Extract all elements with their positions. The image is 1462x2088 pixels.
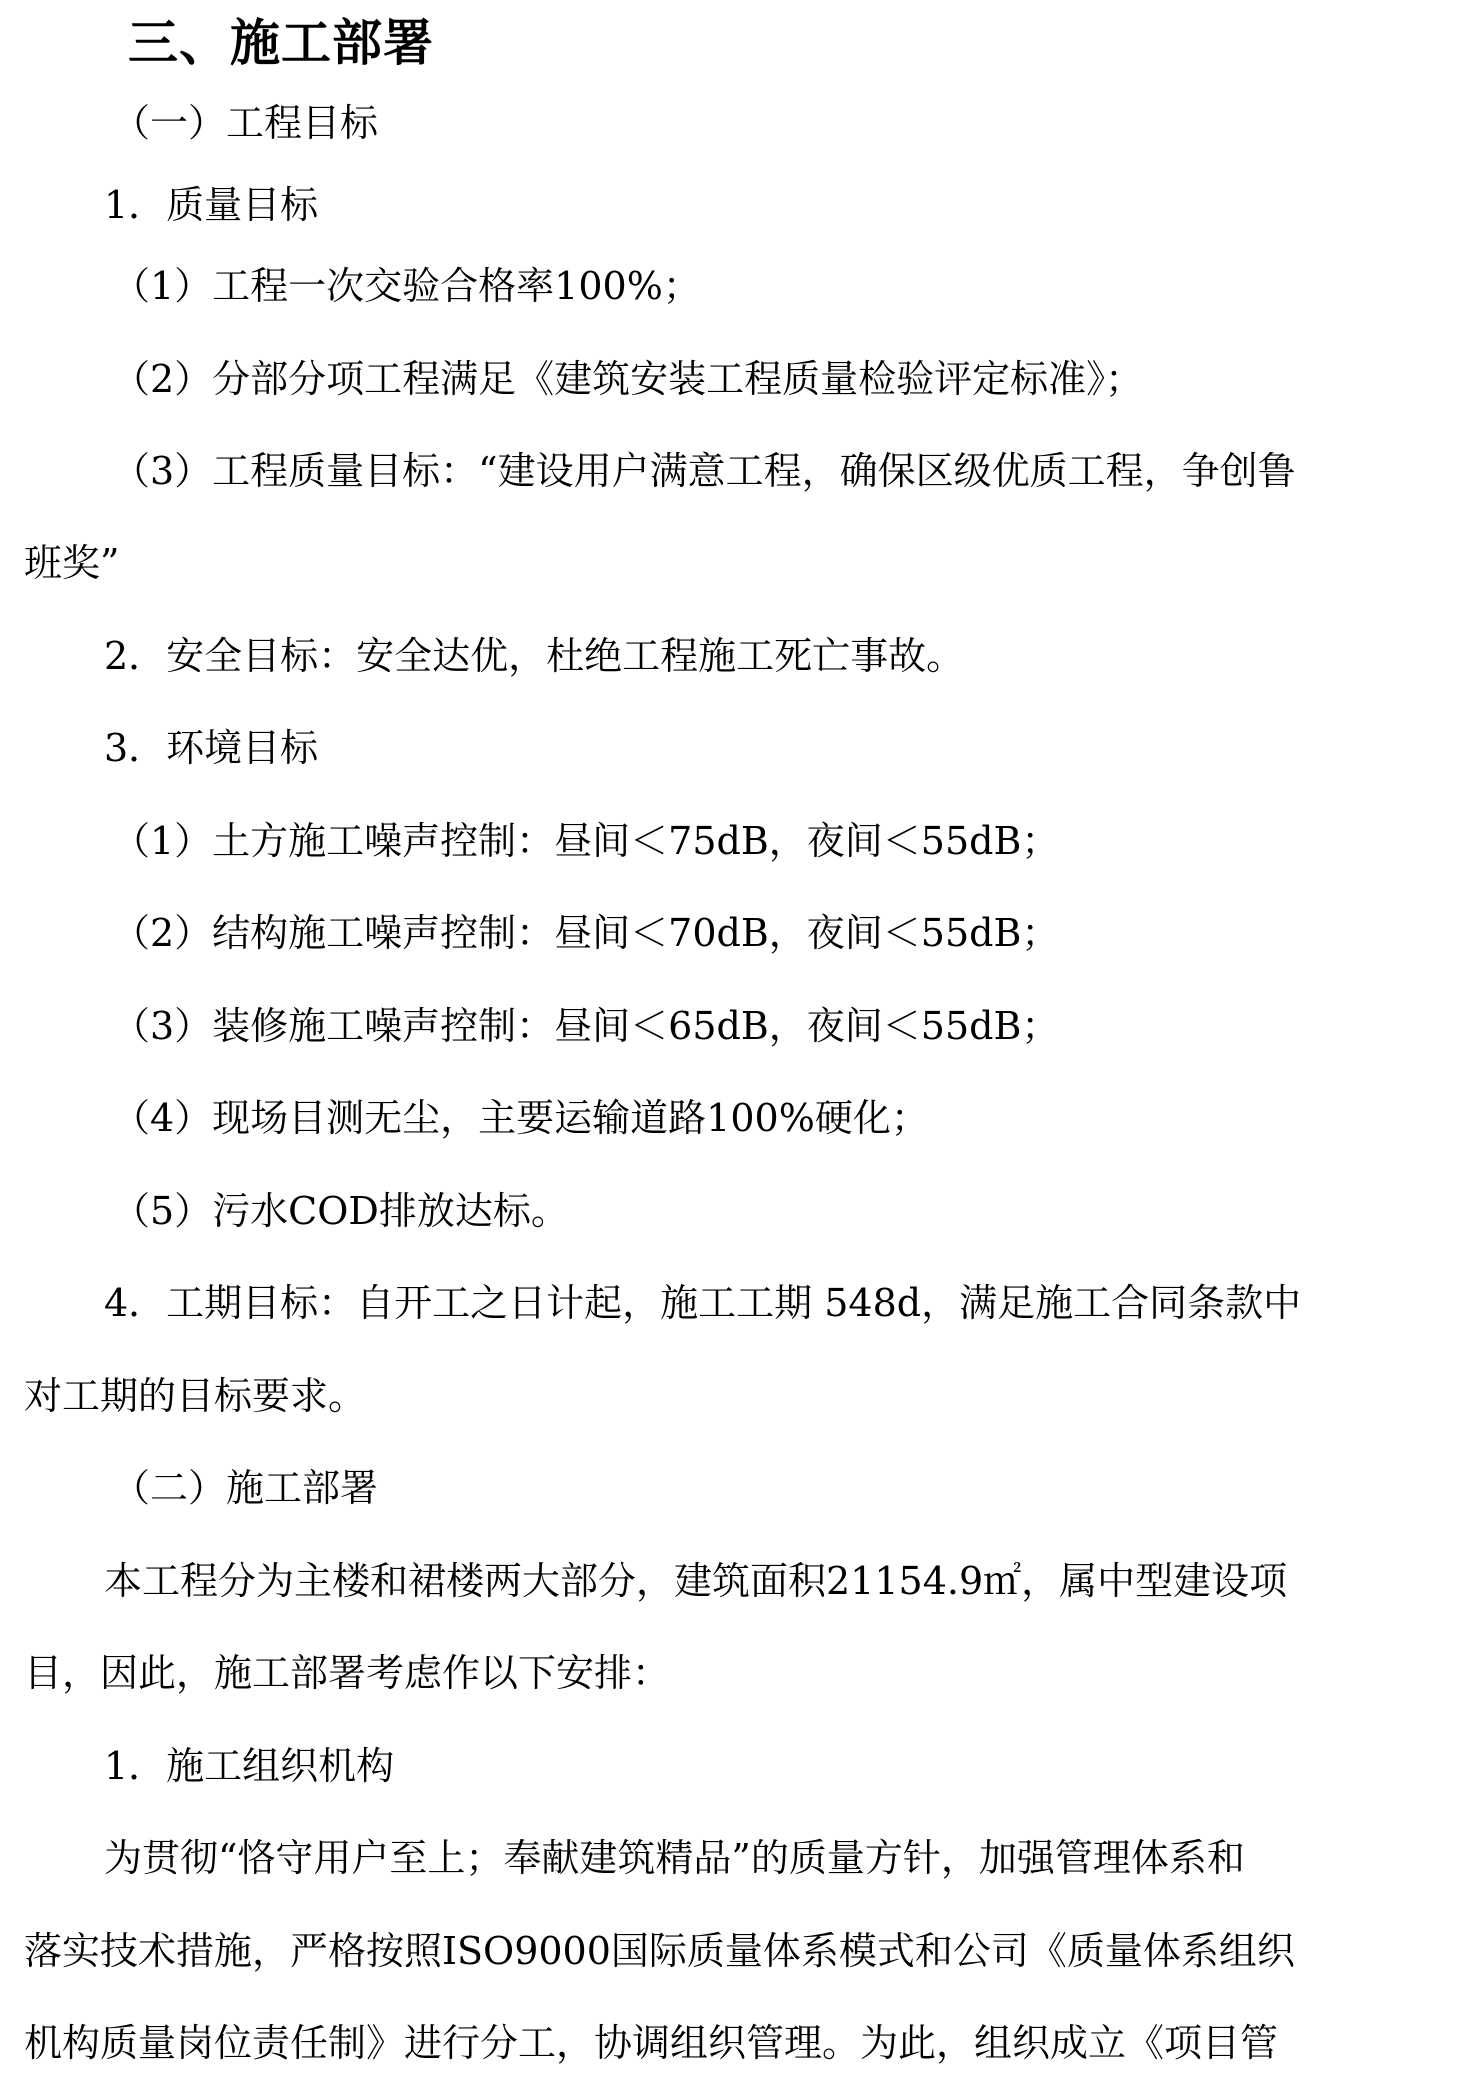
- environment-point-2: （2）结构施工噪声控制：昼间＜70dB，夜间＜55dB；: [112, 911, 1060, 955]
- item-schedule-goal: 4．工期目标：自开工之日计起，施工工期 548d，满足施工合同条款中: [104, 1281, 1302, 1325]
- subsection-title-deployment: （二）施工部署: [112, 1466, 379, 1510]
- item-environment-goal: 3．环境目标: [104, 726, 319, 770]
- item-safety-goal: 2．安全目标：安全达优，杜绝工程施工死亡事故。: [104, 634, 965, 678]
- quality-point-2: （2）分部分项工程满足《建筑安装工程质量检验评定标准》；: [112, 357, 1144, 401]
- quality-point-1: （1）工程一次交验合格率100%；: [112, 264, 701, 308]
- environment-point-5: （5）污水COD排放达标。: [112, 1189, 569, 1233]
- section-heading: 三、施工部署: [128, 13, 434, 72]
- quality-point-3-continued: 班奖”: [24, 541, 120, 585]
- organization-paragraph-line-3: 机构质量岗位责任制》进行分工，协调组织管理。为此，组织成立《项目管: [24, 2021, 1279, 2065]
- item-schedule-goal-continued: 对工期的目标要求。: [24, 1374, 367, 1418]
- environment-point-1: （1）土方施工噪声控制：昼间＜75dB，夜间＜55dB；: [112, 819, 1060, 863]
- deployment-paragraph: 本工程分为主楼和裙楼两大部分，建筑面积21154.9㎡，属中型建设项: [104, 1559, 1288, 1603]
- deployment-paragraph-continued: 目，因此，施工部署考虑作以下安排：: [24, 1651, 671, 1695]
- subsection-title-goals: （一）工程目标: [112, 101, 379, 145]
- item-organization: 1．施工组织机构: [104, 1744, 395, 1788]
- item-quality-goal: 1．质量目标: [104, 183, 319, 227]
- organization-paragraph-line-2: 落实技术措施，严格按照ISO9000国际质量体系模式和公司《质量体系组织: [24, 1929, 1295, 1973]
- environment-point-4: （4）现场目测无尘，主要运输道路100%硬化；: [112, 1096, 929, 1140]
- environment-point-3: （3）装修施工噪声控制：昼间＜65dB，夜间＜55dB；: [112, 1004, 1060, 1048]
- quality-point-3: （3）工程质量目标：“建设用户满意工程，确保区级优质工程，争创鲁: [112, 449, 1296, 493]
- organization-paragraph-line-1: 为贯彻“恪守用户至上；奉献建筑精品”的质量方针，加强管理体系和: [104, 1836, 1245, 1880]
